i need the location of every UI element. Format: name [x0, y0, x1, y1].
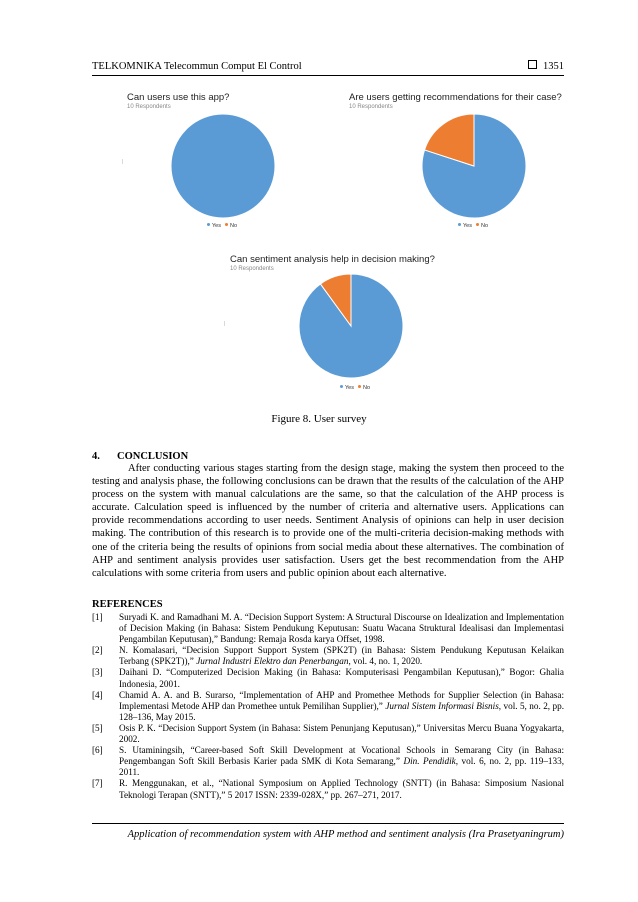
- section-title: CONCLUSION: [117, 451, 189, 462]
- reference-item: [2] N. Komalasari, “Decision Support Support System (SPK2T) (in Bahasa: Sistem Pendukung Keputusan Kelaikan Terbang (SPK2T)),” Jurnal Industri Elektro dan Penerbangan, vol. 4, no. 1, 2020.: [92, 645, 564, 667]
- reference-item: [5] Osis P. K. “Decision Support System (in Bahasa: Sistem Penunjang Keputusan),” Universitas Mercu Buana Yogyakarta, 2002.: [92, 722, 564, 745]
- legend-label: No: [362, 385, 371, 391]
- pie-chart-recommendations: [349, 92, 569, 237]
- reference-item: [1] Suryadi K. and Ramadhani M. A. “Decision Support System: A Structural Discourse on Idealization and Implementation of Decision Making (in Bahasa: Sistem Pendukung Keputusan: Suatu Wacana Struktural Idealisasi dan Implementasi Pengambilan Keputusan),” Bandung: Remaja Rosda karya Offset, 1998.: [92, 612, 564, 645]
- pie-chart-sentiment: Can sentiment analysis help in decision making? 10 Respondents | Yes No: [224, 254, 435, 391]
- running-footer: Application of recommendation system with AHP method and sentiment analysis (Ira Prasetyaningrum): [127, 829, 564, 840]
- conclusion-paragraph: After conducting various stages starting from the design stage, making the system then proceed to the testing and analysis phase, the following conclusions can be drawn that the results of the calculation of the AHP process on the system with manual calculations are the same, so that the calculation of the AHP process is accurate. Calculation speed is influenced by the number of criteria and alternative users. Applications can provide recommendations according to user needs. Sentiment Analysis of opinions can help in user decision making. The contribution of this research is to provide one of the multi-criteria decision-making methods with one of the criteria being the results of opinions from social media about these alternatives. The combination of AHP and sentiment analysis provides user satisfaction. Users get the best recommendation from the AHP calculations with some criteria from users and public opinion about each alternative.: [92, 463, 564, 579]
- reference-item: [6] S. Utaminingsih, “Career-based Soft Skill Development at Vocational Schools in Semarang City (in Bahasa: Pengembangan Soft Skill Berbasis Karier pada SMK di Kota Semarang,” Din. Pendidik, vol. 6, no. 2, pp. 119–133, 2011.: [92, 745, 564, 778]
- references-heading: REFERENCES: [92, 599, 163, 610]
- chart-subtitle: 10 Respondents: [230, 266, 274, 272]
- header-rule: [92, 75, 564, 76]
- chart-legend: [207, 223, 241, 229]
- journal-name: TELKOMNIKA Telecommun Comput El Control: [92, 61, 302, 72]
- legend-label: Yes: [463, 223, 472, 229]
- legend-swatch: [358, 385, 361, 388]
- legend-label: No: [229, 223, 238, 229]
- section-heading: [92, 451, 188, 462]
- legend-swatch: [458, 223, 461, 226]
- pie-plot: [163, 106, 283, 226]
- reference-item: [4] Chamid A. A. and B. Surarso, “Implementation of AHP and Promethee Methods for Supplier Selection (in Bahasa: Implementasi Metode AHP dan Promethee untuk Pemilihan Supplier),” Jurnal Sistem Informasi Bisnis, vol. 5, no. 2, pp. 128–136, May 2015.: [92, 689, 564, 722]
- references-list: [92, 612, 564, 801]
- chart-title: Can users use this app?: [127, 92, 230, 103]
- page-number-block: [528, 59, 564, 75]
- chart-subtitle: 10 Respondents: [349, 104, 393, 110]
- chart-legend: [340, 385, 374, 391]
- chart-title: Are users getting recommendations for their case?: [349, 92, 562, 103]
- chart-subtitle: 10 Respondents: [127, 104, 171, 110]
- pie-slice-yes: [171, 114, 275, 218]
- pie-chart-use-app: Can users use this app? 10 Respondents | Yes No: [127, 92, 327, 237]
- legend-label: Yes: [345, 385, 354, 391]
- pie-plot: [414, 106, 534, 226]
- pie-plot: [291, 266, 411, 386]
- running-header: [92, 59, 564, 75]
- legend-swatch: [207, 223, 210, 226]
- reference-item: [7] R. Menggunakan, et al., “National Symposium on Applied Technology (SNTT) (in Bahasa: Simposium Nasional Teknologi Terapan (SNTT),” 5 2017 ISSN: 2339-028X,” pp. 267–271, 2017.: [92, 778, 564, 800]
- legend-item-no: [225, 223, 237, 229]
- section-number: 4.: [92, 451, 100, 462]
- legend-item-no: [476, 223, 488, 229]
- legend-swatch: [476, 223, 479, 226]
- reference-item: [3] Daihani D. “Computerized Decision Making (in Bahasa: Komputerisasi Pengambilan Keputusan),” Bogor: Ghalia Indonesia, 2001.: [92, 667, 564, 689]
- legend-label: Yes: [212, 223, 221, 229]
- legend-label: No: [480, 223, 489, 229]
- legend-item-no: [358, 385, 370, 391]
- square-icon: [528, 60, 537, 69]
- figure-caption: Figure 8. User survey: [271, 413, 367, 425]
- legend-swatch: [340, 385, 343, 388]
- legend-swatch: [225, 223, 228, 226]
- legend-item-yes: [340, 385, 354, 391]
- chart-title: Can sentiment analysis help in decision making?: [230, 254, 435, 265]
- chart-legend: [458, 223, 492, 229]
- legend-item-yes: [458, 223, 472, 229]
- footer-rule: [92, 823, 564, 824]
- legend-item-yes: [207, 223, 221, 229]
- page-number: 1351: [543, 61, 564, 72]
